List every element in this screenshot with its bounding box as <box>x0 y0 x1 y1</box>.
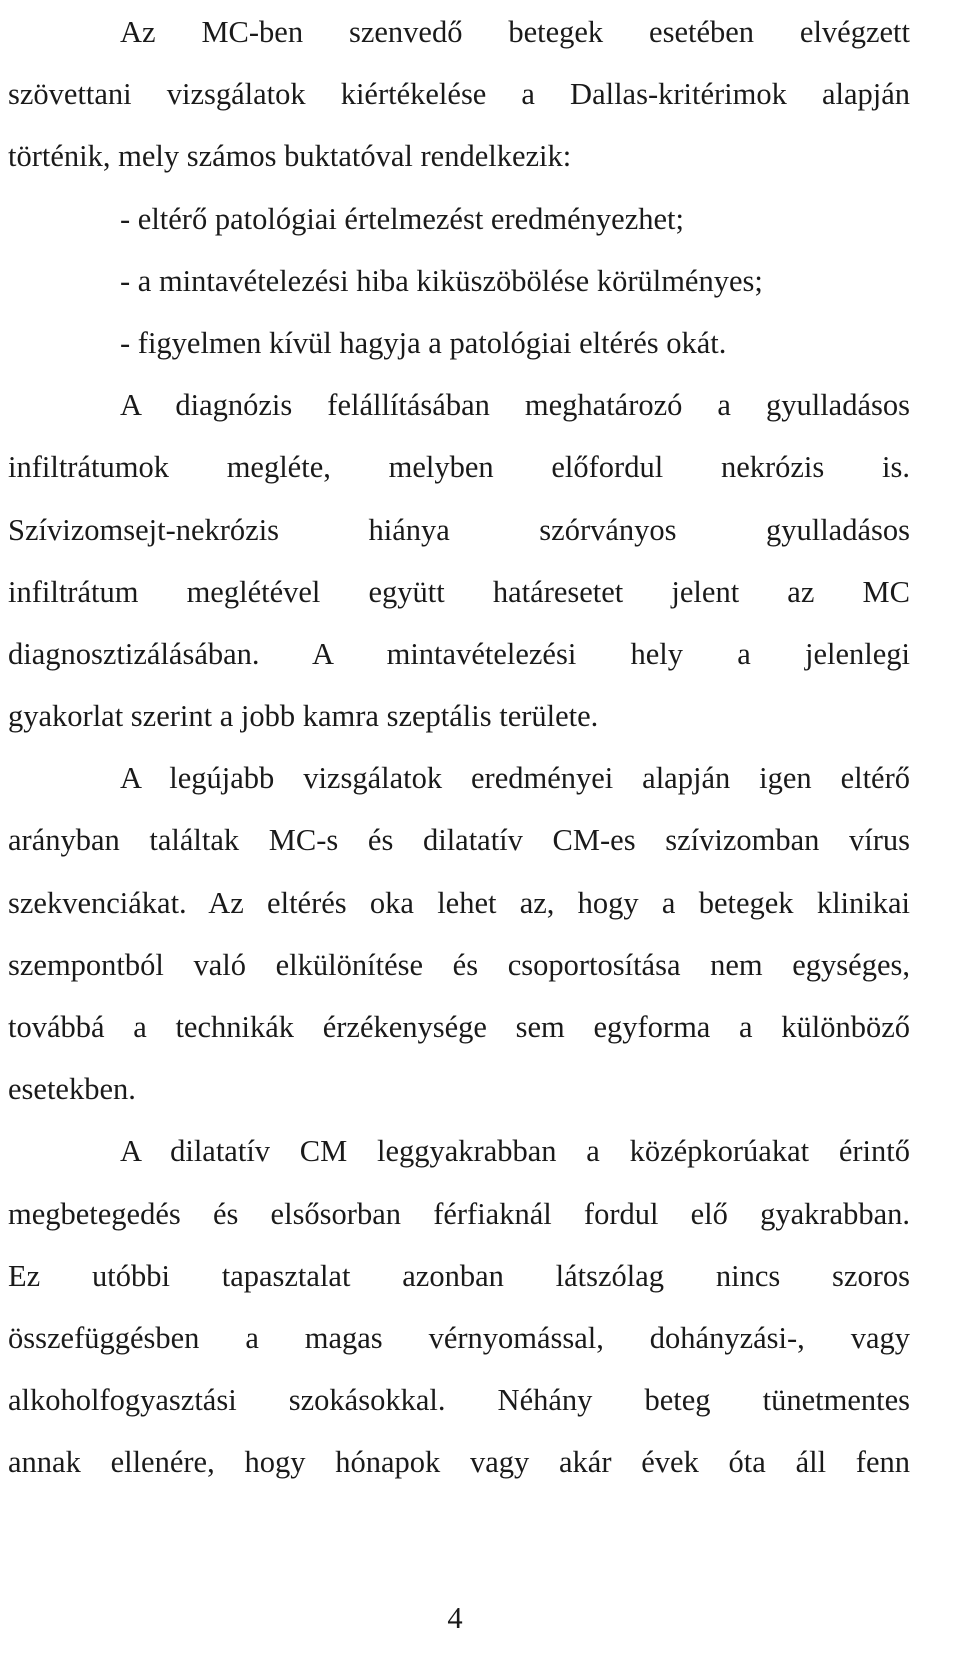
text-line: infiltrátum meglétével együtt határesetet jelent az MC <box>8 574 910 609</box>
text-line: diagnosztizálásában. A mintavételezési hely a jelenlegi <box>8 636 910 671</box>
list-item: - figyelmen kívül hagyja a patológiai eltérés okát. <box>120 325 727 360</box>
page-number: 4 <box>447 1601 463 1635</box>
text-line: infiltrátumok megléte, melyben előfordul nekrózis is. <box>8 450 910 485</box>
list-item: - a mintavételezési hiba kiküszöbölése körülményes; <box>120 263 763 298</box>
text-line: Az MC-ben szenvedő betegek esetében elvégzett <box>120 15 910 49</box>
text-line: továbbá a technikák érzékenysége sem egyforma a különböző <box>8 1010 910 1044</box>
text-line: esetekben. <box>8 1072 136 1107</box>
text-line: szövettani vizsgálatok kiértékelése a Dallas-kritérimok alapján <box>8 77 910 112</box>
text-line: A dilatatív CM leggyakrabban a középkorúakat érintő <box>120 1134 910 1169</box>
text-line: arányban találtak MC-s és dilatatív CM-es szívizomban vírus <box>8 823 910 858</box>
text-line: annak ellenére, hogy hónapok vagy akár évek óta áll fenn <box>8 1445 910 1480</box>
text-line: szekvenciákat. Az eltérés oka lehet az, hogy a betegek klinikai <box>8 885 910 920</box>
text-line: megbetegedés és elsősorban férfiaknál fordul elő gyakrabban. <box>8 1196 910 1231</box>
text-line: alkoholfogyasztási szokásokkal. Néhány beteg tünetmentes <box>8 1383 910 1418</box>
text-line: összefüggésben a magas vérnyomással, dohányzási-, vagy <box>8 1320 910 1355</box>
text-line: A diagnózis felállításában meghatározó a gyulladásos <box>120 388 910 423</box>
text-line: A legújabb vizsgálatok eredményei alapján igen eltérő <box>120 761 910 796</box>
text-line: gyakorlat szerint a jobb kamra szeptális területe. <box>8 699 599 734</box>
document-body <box>8 0 910 1494</box>
text-line: szempontból való elkülönítése és csoportosítása nem egységes, <box>8 947 910 982</box>
text-line: Ez utóbbi tapasztalat azonban látszólag nincs szoros <box>8 1258 910 1293</box>
list-item: - eltérő patológiai értelmezést eredményezhet; <box>120 201 684 236</box>
text-line: Szívizomsejt-nekrózis hiánya szórványos gyulladásos <box>8 512 910 547</box>
text-line: történik, mely számos buktatóval rendelkezik: <box>8 139 572 174</box>
